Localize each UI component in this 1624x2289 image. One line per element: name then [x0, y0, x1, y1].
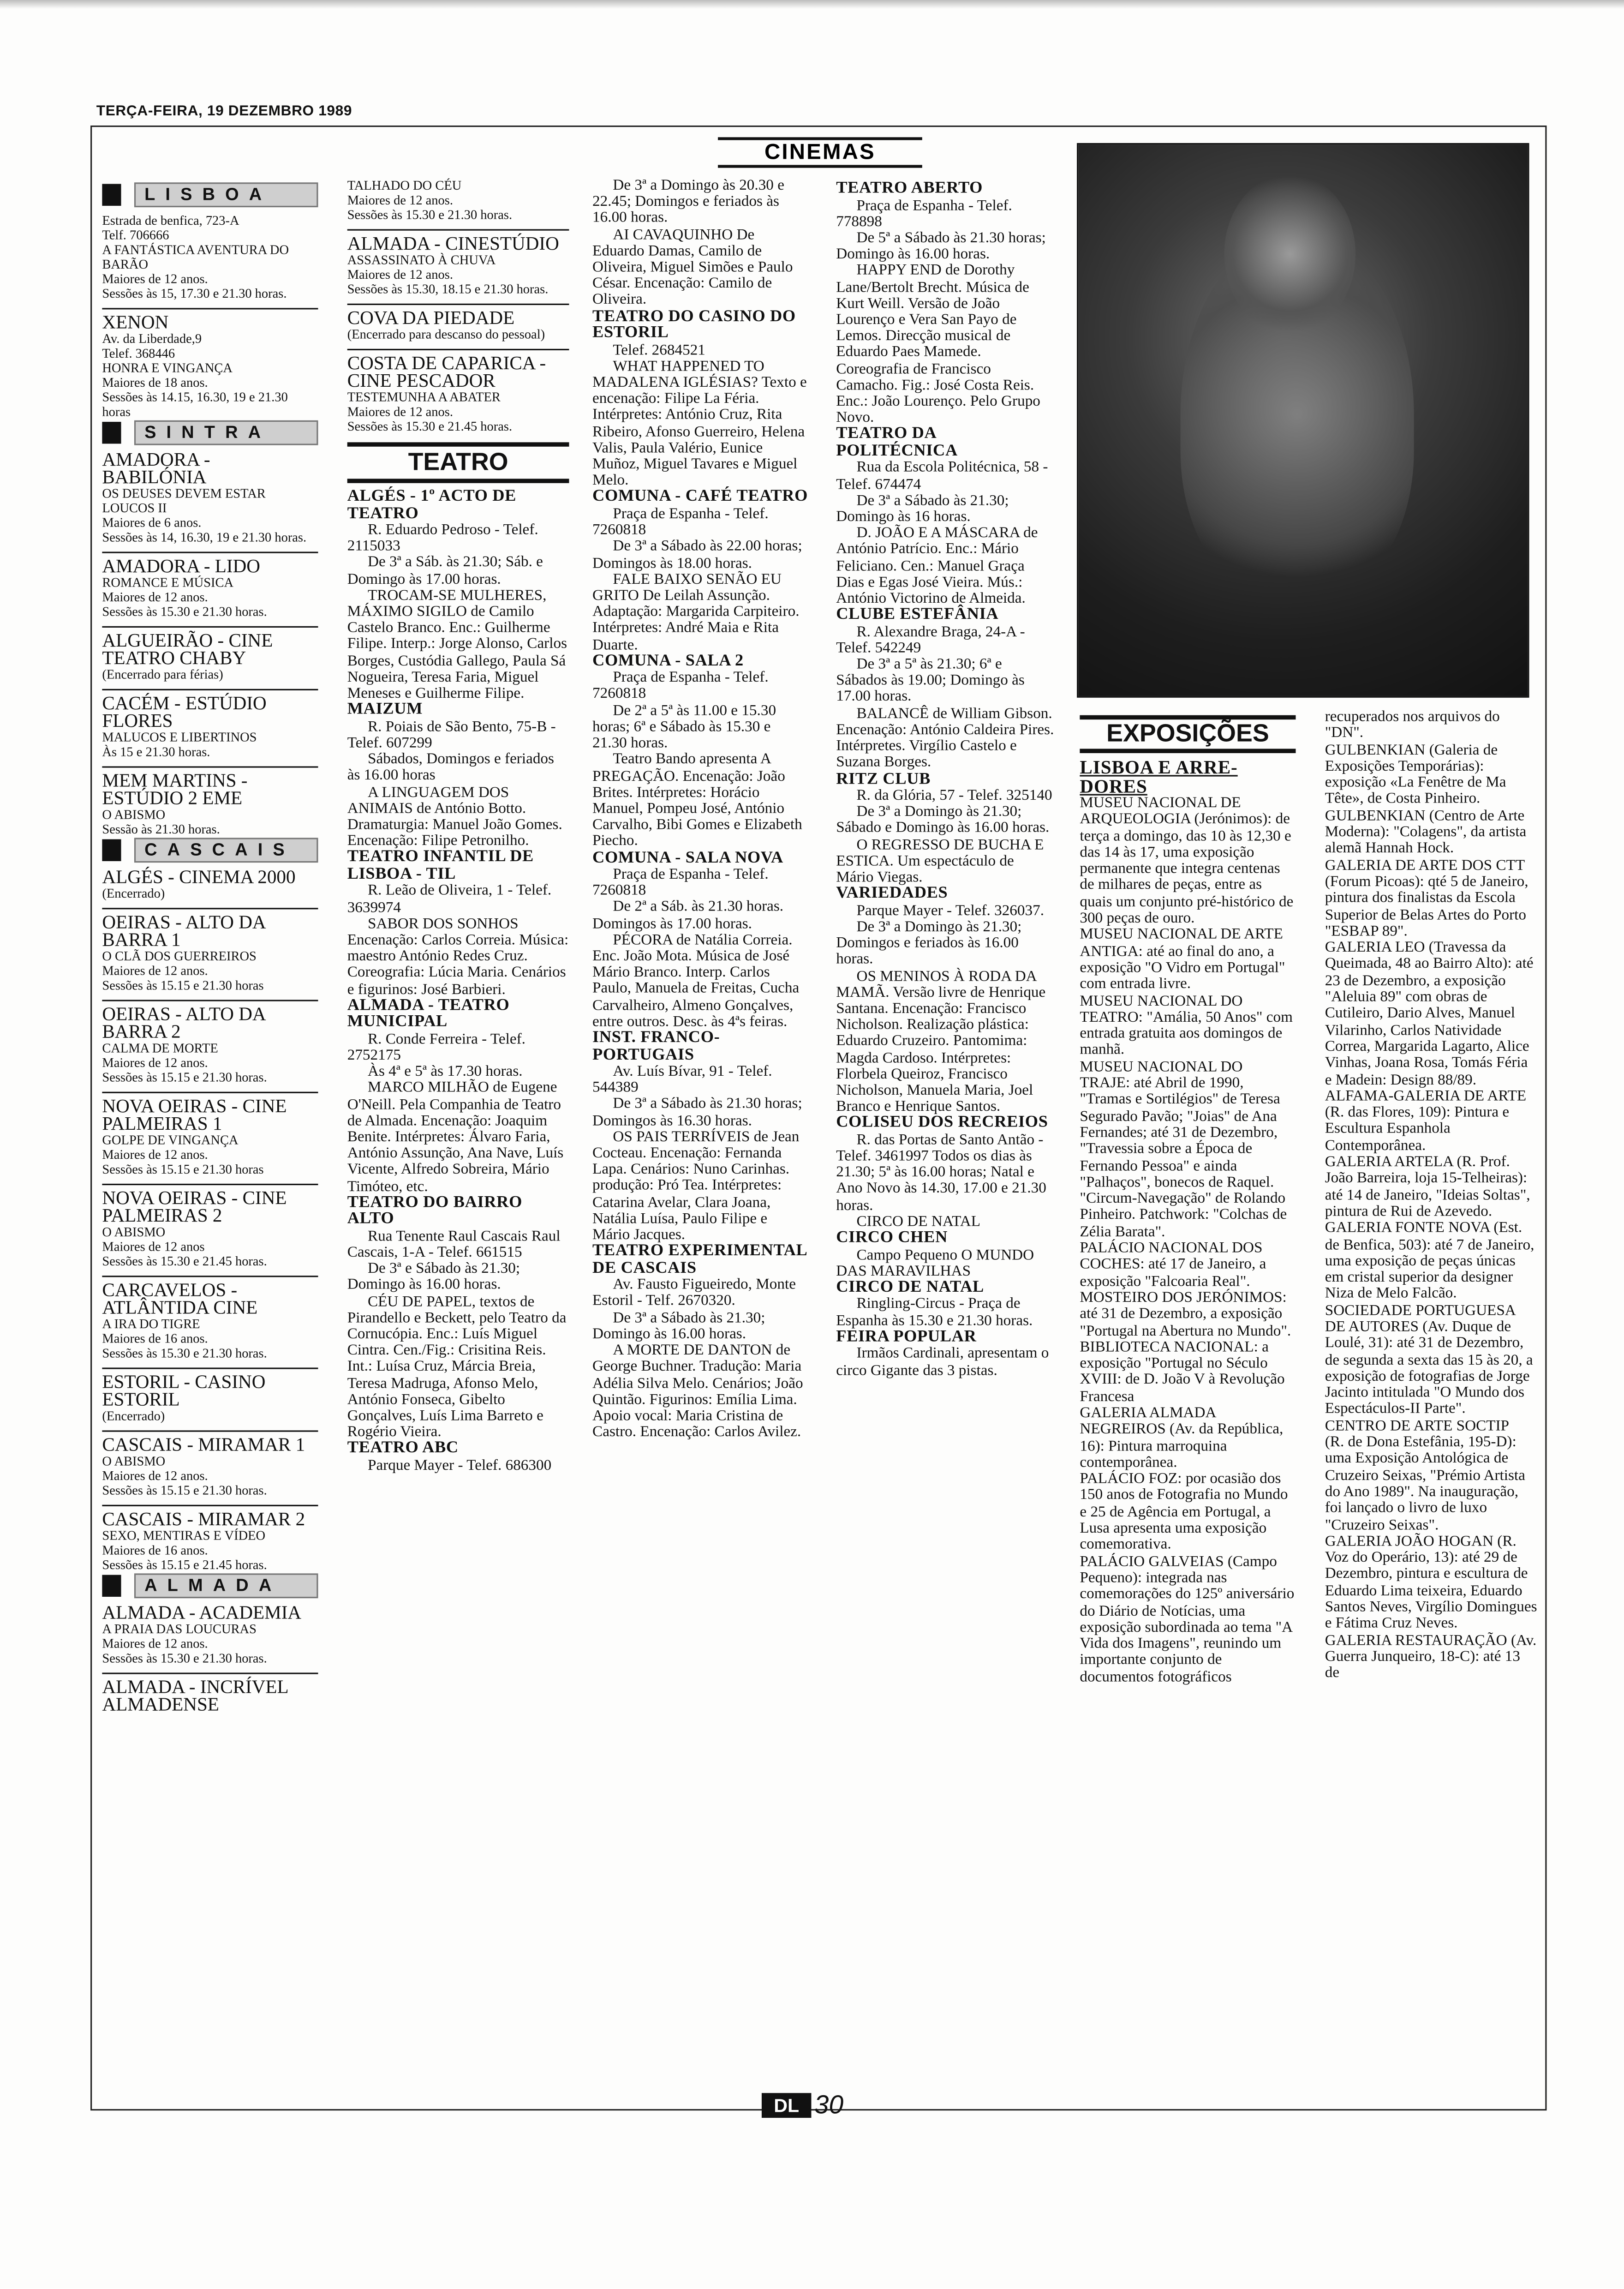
listing-text: D. JOÃO E A MÁSCARA de António Patrício. Enc.: Mário Feliciano. Cen.: Manuel Graça Dias e Egas José Vieira. Mús.: António Victorino de Almeida. — [836, 526, 1038, 607]
cinema-venue: AMADORA - LIDO — [102, 554, 261, 577]
listing-text: Praça de Espanha - Telef. 778898 — [836, 198, 1012, 230]
listing-detail: Sessões às 15, 17.30 e 21.30 horas. — [102, 286, 287, 301]
cinema-venue: ALMADA - INCRÍVEL ALMADENSE — [102, 1675, 288, 1715]
film-title: O ABISMO — [102, 807, 166, 822]
exhibition-entry: GALERIA LEO (Travessa da Queimada, 48 ao Bairro Alto): até 23 de Dezembro, a exposição "Aleluia 89" com obras de Cutileiro, Dario Alves, Manuel Vilarinho, Carlos Natividade Correa, Margarida Lagarto, Alice Vinhas, Joana Rosa, Tomás Féria e Madein: Design 88/89. — [1325, 940, 1534, 1088]
listing-detail: Sessões às 15.30 e 21.45 horas. — [102, 1253, 267, 1269]
listing-detail: Sessões às 14.15, 16.30, 19 e 21.30 horas — [102, 389, 288, 419]
listing-text: Rua da Escola Politécnica, 58 - Telef. 674474 — [836, 460, 1048, 493]
theatre-venue: FEIRA POPULAR — [836, 1328, 977, 1346]
cinema-venue: ALMADA - ACADEMIA — [102, 1601, 302, 1623]
scan-edge — [0, 0, 1624, 9]
listing-detail: Maiores de 12 anos. — [102, 1147, 208, 1162]
listing-detail: Maiores de 12 anos. — [102, 1468, 208, 1483]
exhibition-entry: GALERIA ALMADA NEGREIROS (Av. da República, 16): Pintura marroquina contemporânea. — [1080, 1405, 1284, 1471]
listing-text: MARCO MILHÃO de Eugene O'Neill. Pela Companhia de Teatro de Almada. Encenação: Joaquim Benite. Intérpretes: Álvaro Faria, António Assunção, Ana Nave, Luís Vicente, Alfredo Sobreira, Mário Timóteo, etc. — [347, 1080, 564, 1195]
exhibition-entry: (R. de Dona Estefânia, 195-D): uma Exposição Antológica de Cruzeiro Seixas, "Prémio Artista do Ano 1989". Na inauguração, foi lançado o livro de luxo "Cruzeiro Seixas". — [1325, 1435, 1525, 1534]
listing-text: R. Conde Ferreira - Telef. 2752175 — [347, 1031, 525, 1064]
listing-text: Teatro Bando apresenta A PREGAÇÃO. Encenação: João Brites. Intérpretes: Horácio Manuel, Pompeu José, António Carvalho, Bibi Gomes e Elizabeth Piecho. — [592, 752, 802, 850]
theatre-venue: INST. FRANCO-PORTUGAIS — [592, 1029, 720, 1064]
listing-text: PÉCORA de Natália Correia. Enc. João Mota. Música de José Mário Branco. Interp. Carlos Paulo, Manuela de Freitas, Cucha Carvalheiro, Almeno Gonçalves, entre outros. Desc. às 4ªs feiras. — [592, 932, 800, 1031]
exhibition-entry: GULBENKIAN (Galeria de Exposições Temporárias): exposição «La Fenêtre de Ma Tête», de Costa Pinheiro. — [1325, 742, 1506, 808]
listing-text: De 3ª a Sábado às 22.00 horas; Domingos às 18.00 horas. — [592, 539, 802, 572]
listing-text: TROCAM-SE MULHERES, MÁXIMO SIGILO de Camilo Castelo Branco. Enc.: Guilherme Filipe. Interp.: Jorge Alonso, Carlos Borges, Custódia Gallego, Paula Sá Nogueira, Teresa Faria, Miguel Meneses e Guilherme Filipe. — [347, 587, 567, 702]
section-title-teatro: TEATRO — [347, 442, 569, 483]
cinema-venue: CACÉM - ESTÚDIO FLORES — [102, 692, 267, 731]
divider — [102, 1672, 318, 1674]
film-title: MALUCOS E LIBERTINOS — [102, 730, 257, 744]
listing-text: CIRCO DE NATAL — [856, 1214, 981, 1230]
divider — [102, 1184, 318, 1185]
column-cinemas-1 — [102, 181, 318, 1714]
cinema-venue: CASCAIS - MIRAMAR 2 — [102, 1508, 305, 1530]
listing-text: Av. Luís Bívar, 91 - Telef. 544389 — [592, 1064, 772, 1097]
listing-text: Rua Tenente Raul Cascais Raul Cascais, 1-A - Telef. 661515 — [347, 1228, 561, 1261]
theatre-venue: TEATRO EXPERIMENTAL DE CASCAIS — [592, 1242, 807, 1277]
listing-text: De 2ª a 5ª às 11.00 e 15.30 horas; 6ª e Sábado às 15.30 e 21.30 horas. — [592, 703, 776, 752]
listing-detail: Sessões às 15.15 e 21.45 horas. — [102, 1557, 267, 1572]
cinema-venue: XENON — [102, 311, 169, 333]
listing-text: Irmãos Cardinali, apresentam o circo Gigante das 3 pistas. — [836, 1346, 1049, 1379]
listing-text: Telef. 2684521 — [613, 342, 705, 359]
cinema-venue: CASCAIS - MIRAMAR 1 — [102, 1433, 305, 1456]
listing-text: AI CAVAQUINHO De Eduardo Damas, Camilo de Oliveira, Miguel Simões e Paulo César. Encenação: Camilo de Oliveira. — [592, 227, 793, 309]
listing-detail: Maiores de 16 anos. — [102, 1331, 208, 1346]
divider — [102, 908, 318, 909]
theatre-venue: ALMADA - TEATRO MUNICIPAL — [347, 996, 510, 1031]
theatre-venue: TEATRO ABC — [347, 1439, 459, 1457]
listing-text: R. Poiais de São Bento, 75-B - Telef. 607299 — [347, 719, 556, 752]
listing-text: De 3ª a Sáb. às 21.30; Sáb. e Domingo às 17.00 horas. — [347, 555, 543, 588]
divider — [102, 1092, 318, 1093]
cinema-venue: OEIRAS - ALTO DA BARRA 2 — [102, 1002, 265, 1043]
cinema-venue: NOVA OEIRAS - CINE PALMEIRAS 1 — [102, 1095, 287, 1134]
exhibition-entry: GALERIA RESTAURAÇÃO (Av. Guerra Junqueiro, 18-C): até 13 de — [1325, 1632, 1537, 1682]
exhibition-entry: CENTRO DE ARTE SOCTIP — [1325, 1418, 1510, 1435]
listing-text: R. da Glória, 57 - Telef. 325140 — [856, 788, 1052, 804]
region-marker — [102, 183, 121, 205]
region-label: CASCAIS — [134, 837, 318, 862]
listing-detail: Sessão às 21.30 horas. — [102, 821, 220, 837]
listing-text: Sábados, Domingos e feriados às 16.00 horas — [347, 752, 554, 785]
listing-text: A LINGUAGEM DOS ANIMAIS de António Botto. Dramaturgia: Manuel João Gomes. Encenação: Filipe Petronilho. — [347, 785, 562, 850]
cinema-venue: AMADORA - BABILÓNIA — [102, 448, 210, 488]
listing-detail: Sessões às 15.15 e 21.30 horas — [102, 1162, 264, 1177]
theatre-venue: COMUNA - CAFÉ TEATRO — [592, 488, 808, 506]
region-header — [102, 181, 318, 207]
listing-text: OS MENINOS À RODA DA MAMÃ. Versão livre de Henrique Santana. Encenação: Francisco Nicholson. Realização plástica: Eduardo Cruzeiro. Pantomima: Magda Cardoso. Intérpretes: Florbela Queiroz, Francisco Nicholson, Manuela Maria, Joel Branco e Henrique Santos. — [836, 968, 1046, 1115]
exhibition-entry: GALERIA FONTE NOVA (Est. de Benfica, 503): até 7 de Janeiro, uma exposição de peças únicas em cristal superior da designer Niza de Melo Falcão. — [1325, 1220, 1534, 1303]
exhibition-entry: GULBENKIAN (Centro de Arte Moderna): "Colagens", da artista alemã Hannah Hock. — [1325, 808, 1527, 857]
listing-detail: Sessões às 15.30, 18.15 e 21.30 horas. — [347, 282, 549, 297]
theatre-venue: COLISEU DOS RECREIOS — [836, 1114, 1048, 1132]
listing-detail: (Encerrado) — [102, 1408, 165, 1423]
listing-detail: Telef. 368446 — [102, 346, 175, 361]
cinema-venue: ESTORIL - CASINO ESTORIL — [102, 1370, 266, 1410]
listing-text: CÉU DE PAPEL, textos de Pirandello e Beckett, pelo Teatro da Cornucópia. Enc.: Luís Miguel Cintra. Cen./Fig.: Crisitina Reis. Int.: Luísa Cruz, Márcia Breia, Teresa Madruga, Afonso Melo, António Fonseca, Gibelto Gonçalves, Luís Lima Barreto e Rogério Vieira. — [347, 1294, 567, 1441]
dl-logo: DL — [762, 2093, 812, 2118]
listing-detail: Estrada de benfica, 723-A — [102, 213, 239, 228]
exhibition-entry: PALÁCIO NACIONAL DOS COCHES: até 17 de Janeiro, a exposição "Falcoaria Real". — [1080, 1240, 1266, 1290]
listing-text: Praça de Espanha - Telef. 7260818 — [592, 867, 769, 899]
page-footer — [762, 2090, 843, 2121]
listing-detail: Sessões às 15.15 e 21.30 horas. — [102, 1070, 267, 1085]
divider — [102, 552, 318, 553]
listing-detail: Maiores de 12 anos. — [102, 1636, 208, 1651]
film-title: GOLPE DE VINGANÇA — [102, 1133, 239, 1147]
region-label: SINTRA — [134, 419, 318, 444]
listing-text: Praça de Espanha - Telef. 7260818 — [592, 506, 769, 539]
exhibition-entry: PALÁCIO GALVEIAS (Campo Pequeno): integrada nas comemorações do 125º aniversário do Diário de Notícias, uma exposição subordinada ao tema "A Vida dos Imagens", reunindo um importante conjunto de documentos fotográficos — [1080, 1554, 1295, 1686]
cinema-venue: OEIRAS - ALTO DA BARRA 1 — [102, 911, 265, 950]
listing-detail: Maiores de 12 anos. — [347, 192, 453, 208]
section-title-exposicoes: EXPOSIÇÕES — [1080, 715, 1296, 753]
divider — [102, 1367, 318, 1369]
cinema-venue: MEM MARTINS - ESTÚDIO 2 EME — [102, 769, 248, 809]
listing-text: De 2ª a Sáb. às 21.30 horas. Domingos às 17.00 horas. — [592, 899, 784, 932]
listing-text: De 3ª a 5ª às 21.30; 6ª e Sábados às 19.00; Domingo às 17.00 horas. — [836, 657, 1025, 706]
listing-detail: Sessões às 15.30 e 21.45 horas. — [347, 419, 513, 434]
section-title-cinemas: CINEMAS — [718, 137, 922, 168]
listing-detail: Maiores de 6 anos. — [102, 515, 202, 530]
listing-detail: Sessões às 15.30 e 21.30 horas. — [102, 604, 267, 619]
listing-detail: Maiores de 12 anos. — [347, 267, 453, 282]
theatre-venue: MAIZUM — [347, 701, 423, 719]
exhibition-entry: recuperados nos arquivos do "DN". — [1325, 709, 1500, 742]
listing-text: WHAT HAPPENED TO MADALENA IGLÉSIAS? Texto e encenação: Filipe La Féria. Intérpretes: António Cruz, Rita Ribeiro, Afonso Guerreiro, Helena Valis, Paula Valério, Eunice Muñoz, Miguel Tavares e Miguel Melo. — [592, 359, 807, 490]
listing-text: FALE BAIXO SENÃO EU GRITO De Leilah Assunção. Adaptação: Margarida Carpiteiro. Intérpretes: André Maia e Rita Duarte. — [592, 572, 800, 653]
exhibition-entry: MUSEU NACIONAL DE ARQUEOLOGIA (Jerónimos): de terça a domingo, das 10 às 12,30 e das 14 às 17, uma exposição permanente que integra centenas de milhares de peças, entre as quais um conjunto pré-histórico de 300 peças de ouro. — [1080, 795, 1294, 927]
listing-detail: Sessões às 15.15 e 21.30 horas. — [102, 1483, 267, 1498]
listing-text: Parque Mayer - Telef. 686300 — [368, 1458, 552, 1474]
listing-text: HAPPY END de Dorothy Lane/Bertolt Brecht. Música de Kurt Weill. Versão de João Lourenço e Vera San Payo de Lemos. Direcção musical de Eduardo Paes Mamede. Coreografia de Francisco Camacho. Fig.: José Costa Reis. Enc.: João Lourenço. Pelo Grupo Novo. — [836, 263, 1040, 426]
divider — [102, 1505, 318, 1506]
listing-detail: Maiores de 12 anos. — [102, 963, 208, 978]
theatre-venue: CLUBE ESTEFÂNIA — [836, 606, 999, 624]
theatre-venue: TEATRO DO BAIRRO ALTO — [347, 1193, 522, 1228]
listing-text: OS PAIS TERRÍVEIS de Jean Cocteau. Encenação: Fernanda Lapa. Cenários: Nuno Carinhas. produção: Pró Tea. Intérpretes: Catarina Avelar, Clara Joana, Natália Luísa, Paulo Filipe e Mário Jacques. — [592, 1129, 800, 1244]
exhibition-entry: MUSEU NACIONAL DE ARTE ANTIGA: até ao final do ano, a exposição "O Vidro em Portugal" com entrada livre. — [1080, 927, 1285, 993]
region-marker — [102, 421, 121, 443]
region-label: ALMADA — [134, 1573, 318, 1598]
cinema-venue: ALGÉS - CINEMA 2000 — [102, 865, 296, 887]
theatre-venue: CIRCO DE NATAL — [836, 1278, 984, 1296]
page-number: 30 — [814, 2090, 844, 2120]
cinema-venue: CARCAVELOS - ATLÂNTIDA CINE — [102, 1278, 258, 1318]
divider — [102, 689, 318, 690]
listing-detail: Sessões às 15.30 e 21.30 horas. — [347, 207, 513, 222]
divider — [102, 1276, 318, 1277]
theatre-venue: TEATRO DA POLITÉCNICA — [836, 425, 958, 460]
listing-text: Praça de Espanha - Telef. 7260818 — [592, 670, 769, 703]
listing-text: SABOR DOS SONHOS Encenação: Carlos Correia. Música: maestro António Redes Cruz. Coreografia: Lúcia Maria. Cenários e figurinos: José Barbieri. — [347, 916, 569, 998]
theatre-venue: TEATRO ABERTO — [836, 180, 983, 197]
listing-text: Parque Mayer - Telef. 326037. — [856, 903, 1045, 919]
divider — [347, 304, 569, 305]
listing-detail: (Encerrado para férias) — [102, 667, 223, 682]
theatre-venue: COMUNA - SALA NOVA — [592, 849, 783, 867]
theatre-venue: ALGÉS - 1º ACTO DE TEATRO — [347, 487, 517, 522]
film-title: HONRA E VINGANÇA — [102, 360, 233, 375]
listing-detail: Maiores de 18 anos. — [102, 375, 208, 390]
exhibition-entry: GALERIA JOÃO HOGAN (R. Voz do Operário, 13): até 29 de Dezembro, pintura e escultura de Eduardo Lima teixeira, Eduardo Santos Neves, Virgílio Domingues e Fátima Cruz Neves. — [1325, 1534, 1537, 1632]
listing-text: De 3ª e Sábado às 21.30; Domingo às 16.00 horas. — [347, 1261, 520, 1294]
listing-text: De 3ª a Sábado às 21.30; Domingo às 16.00 horas. — [592, 1310, 765, 1343]
cinema-venue: COVA DA PIEDADE — [347, 306, 515, 329]
theatre-venue: VARIEDADES — [836, 885, 948, 903]
exhibition-entry: GALERIA ARTELA (R. Prof. João Barreira, loja 15-Telheiras): até 14 de Janeiro, "Ideias Soltas", pintura de Rui de Azevedo. — [1325, 1154, 1530, 1220]
cinema-venue: ALMADA - CINESTÚDIO — [347, 232, 559, 254]
column-exposicoes-1 — [1080, 715, 1296, 1686]
exhibition-entry: MUSEU NACIONAL DO TRAJE: até Abril de 1990, "Tramas e Sortilégios" de Teresa Segurado Pavão; "Joias" de Ana Fernandes; até 31 de Dezembro, "Travessia sobre a Época de Fernando Pessoa" e ainda "Palhaços", bonecos de Raquel. "Circum-Navegação" de Rolando Pinheiro. Patchwork: "Colchas de Zélia Barata". — [1080, 1059, 1287, 1240]
listing-detail: (Encerrado) — [102, 886, 165, 901]
theatre-venue: RITZ CLUB — [836, 770, 931, 788]
listing-detail: Maiores de 12 anos. — [102, 589, 208, 605]
exhibition-entry: SOCIEDADE PORTUGUESA DE AUTORES (Av. Duque de Loulé, 31): até 31 de Dezembro, de segunda a sexta das 15 às 20, a exposição de fotografias de Jorge Jacinto intitulada "O Mundo dos Espectáculos-II Parte". — [1325, 1303, 1533, 1418]
region-marker — [102, 839, 121, 860]
column-teatro-2 — [592, 178, 808, 1441]
listing-text: Às 4ª e 5ª às 17.30 horas. — [368, 1064, 523, 1080]
cinema-venue: COSTA DE CAPARICA - CINE PESCADOR — [347, 352, 546, 391]
divider — [102, 1000, 318, 1001]
listing-text: R. Eduardo Pedroso - Telef. 2115033 — [347, 522, 538, 555]
region-header — [102, 1572, 318, 1598]
divider — [102, 626, 318, 628]
film-title: O ABISMO — [102, 1224, 166, 1240]
listing-detail: Sessões às 14, 16.30, 19 e 21.30 horas. — [102, 530, 307, 545]
listing-detail: Av. da Liberdade,9 — [102, 331, 202, 346]
page-date: TERÇA-FEIRA, 19 DEZEMBRO 1989 — [96, 103, 352, 120]
divider — [102, 1430, 318, 1432]
exhibition-entry: GALERIA DE ARTE DOS CTT (Forum Picoas): qté 5 de Janeiro, pintura dos finalistas da Escola Superior de Belas Artes do Porto "ESBAP 89". — [1325, 857, 1528, 940]
film-title: TESTEMUNHA A ABATER — [347, 389, 501, 405]
listing-detail: Maiores de 12 anos — [102, 1239, 205, 1254]
listing-detail: Maiores de 12 anos. — [347, 404, 453, 419]
listing-text: De 3ª a Sábado às 21.30 horas; Domingos às 16.30 horas. — [592, 1097, 802, 1129]
listing-text: De 3ª a Sábado às 21.30; Domingo às 16 horas. — [836, 493, 1009, 526]
listing-text: R. Alexandre Braga, 24-A - Telef. 542249 — [836, 624, 1025, 657]
exhibition-entry: MUSEU NACIONAL DO TEATRO: "Amália, 50 Anos" com entrada gratuita aos domingos de manhã. — [1080, 993, 1293, 1059]
theatre-venue: TEATRO INFANTIL DE LISBOA - TIL — [347, 848, 534, 883]
listing-text: Av. Fausto Figueiredo, Monte Estoril - Telf. 2670320. — [592, 1277, 796, 1310]
listing-detail: (Encerrado para descanso do pessoal) — [347, 327, 545, 342]
column-teatro-3 — [836, 181, 1055, 1379]
listing-text: BALANCÊ de William Gibson. Encenação: António Caldeira Pires. Intérpretes. Virgílio Castelo e Suzana Borges. — [836, 706, 1054, 771]
listing-text: Ringling-Circus - Praça de Espanha às 15.30 e 21.30 horas. — [836, 1297, 1033, 1330]
divider — [102, 766, 318, 767]
divider — [347, 349, 569, 350]
film-title: A IRA DO TIGRE — [102, 1316, 200, 1331]
column-cinemas-teatro — [347, 178, 569, 1474]
listing-text: A MORTE DE DANTON de George Buchner. Tradução: Maria Adélia Silva Melo. Cenários; João Quintão. Figurinos: Emília Lima. Apoio vocal: Maria Cristina de Castro. Encenação: Carlos Avilez. — [592, 1342, 803, 1441]
exhibition-entry: ALFAMA-GALERIA DE ARTE (R. das Flores, 109): Pintura e Escultura Espanhola Contemporânea. — [1325, 1088, 1527, 1154]
listing-text: O REGRESSO DE BUCHA E ESTICA. Um espectáculo de Mário Viegas. — [836, 837, 1044, 886]
listing-detail: Maiores de 12 anos. — [102, 271, 208, 286]
listing-text: De 3ª a Domingo às 21.30; Domingos e feriados às 16.00 horas. — [836, 919, 1022, 968]
listing-detail: Sessões às 15.30 e 21.30 horas. — [102, 1651, 267, 1666]
subhead-lisboa-arredores: LISBOA E ARRE- DORES — [1080, 756, 1238, 797]
film-title: CALMA DE MORTE — [102, 1041, 218, 1055]
listing-detail: Às 15 e 21.30 horas. — [102, 744, 210, 759]
divider — [347, 229, 569, 231]
region-label: LISBOA — [134, 182, 318, 207]
listing-text: De 3ª a Domingo às 20.30 e 22.45; Domingos e feriados às 16.00 horas. — [592, 178, 784, 227]
listing-text: De 5ª a Sábado às 21.30 horas; Domingo às 16.00 horas. — [836, 230, 1046, 263]
film-title: A PRAIA DAS LOUCURAS — [102, 1621, 257, 1636]
cinema-venue: ALGUEIRÃO - CINE TEATRO CHABY — [102, 629, 273, 669]
film-title: ASSASSINATO À CHUVA — [347, 252, 496, 267]
theatre-venue: COMUNA - SALA 2 — [592, 652, 744, 670]
listing-detail: Maiores de 16 anos. — [102, 1542, 208, 1558]
film-title: SEXO, MENTIRAS E VÍDEO — [102, 1528, 266, 1543]
film-title: OS DEUSES DEVEM ESTAR LOUCOS II — [102, 486, 266, 515]
listing-text: Campo Pequeno O MUNDO DAS MARAVILHAS — [836, 1247, 1034, 1280]
listing-text: De 3ª a Domingo às 21.30; Sábado e Domingo às 16.00 horas. — [836, 804, 1050, 837]
theatre-venue: TEATRO DO CASINO DO ESTORIL — [592, 307, 796, 342]
listing-detail: Sessões às 15.15 e 21.30 horas — [102, 978, 264, 993]
listing-detail: Telf. 706666 — [102, 228, 169, 243]
film-title: O ABISMO — [102, 1454, 166, 1468]
exhibition-entry: PALÁCIO FOZ: por ocasião dos 150 anos de Fotografia no Mundo e 25 de Agência em Portugal, a Lusa apresenta uma exposição comemorativa. — [1080, 1471, 1288, 1554]
listing-text: R. das Portas de Santo Antão - Telef. 3461997 Todos os dias às 21.30; 5ª às 16.00 horas; Natal e Ano Novo às 14.30, 17.00 e 21.30 horas. — [836, 1132, 1046, 1214]
column-exposicoes-2 — [1325, 709, 1538, 1682]
film-title: O CLÃ DOS GUERREIROS — [102, 948, 257, 964]
listing-detail: Maiores de 12 anos. — [102, 1055, 208, 1070]
exhibition-entry: MOSTEIRO DOS JERÓNIMOS: até 31 de Dezembro, a exposição "Portugal na Abertura no Mundo". — [1080, 1290, 1291, 1339]
exhibition-entry: BIBLIOTECA NACIONAL: a exposição "Portugal no Século XVIII: de D. João V à Revolução Francesa — [1080, 1339, 1285, 1405]
theatre-venue: CIRCO CHEN — [836, 1229, 948, 1247]
region-header — [102, 419, 318, 445]
film-title: ROMANCE E MÚSICA — [102, 575, 234, 590]
film-title: TALHADO DO CÉU — [347, 178, 462, 193]
listing-detail: Sessões às 15.30 e 21.30 horas. — [102, 1346, 267, 1360]
region-header — [102, 836, 318, 863]
region-marker — [102, 1574, 121, 1596]
divider — [102, 308, 318, 309]
listing-text: R. Leão de Oliveira, 1 - Telef. 3639974 — [347, 883, 552, 916]
artwork-photo — [1077, 143, 1529, 698]
cinema-venue: NOVA OEIRAS - CINE PALMEIRAS 2 — [102, 1186, 287, 1226]
photo-head — [1224, 174, 1356, 334]
film-title: A FANTÁSTICA AVENTURA DO BARÃO — [102, 242, 289, 272]
